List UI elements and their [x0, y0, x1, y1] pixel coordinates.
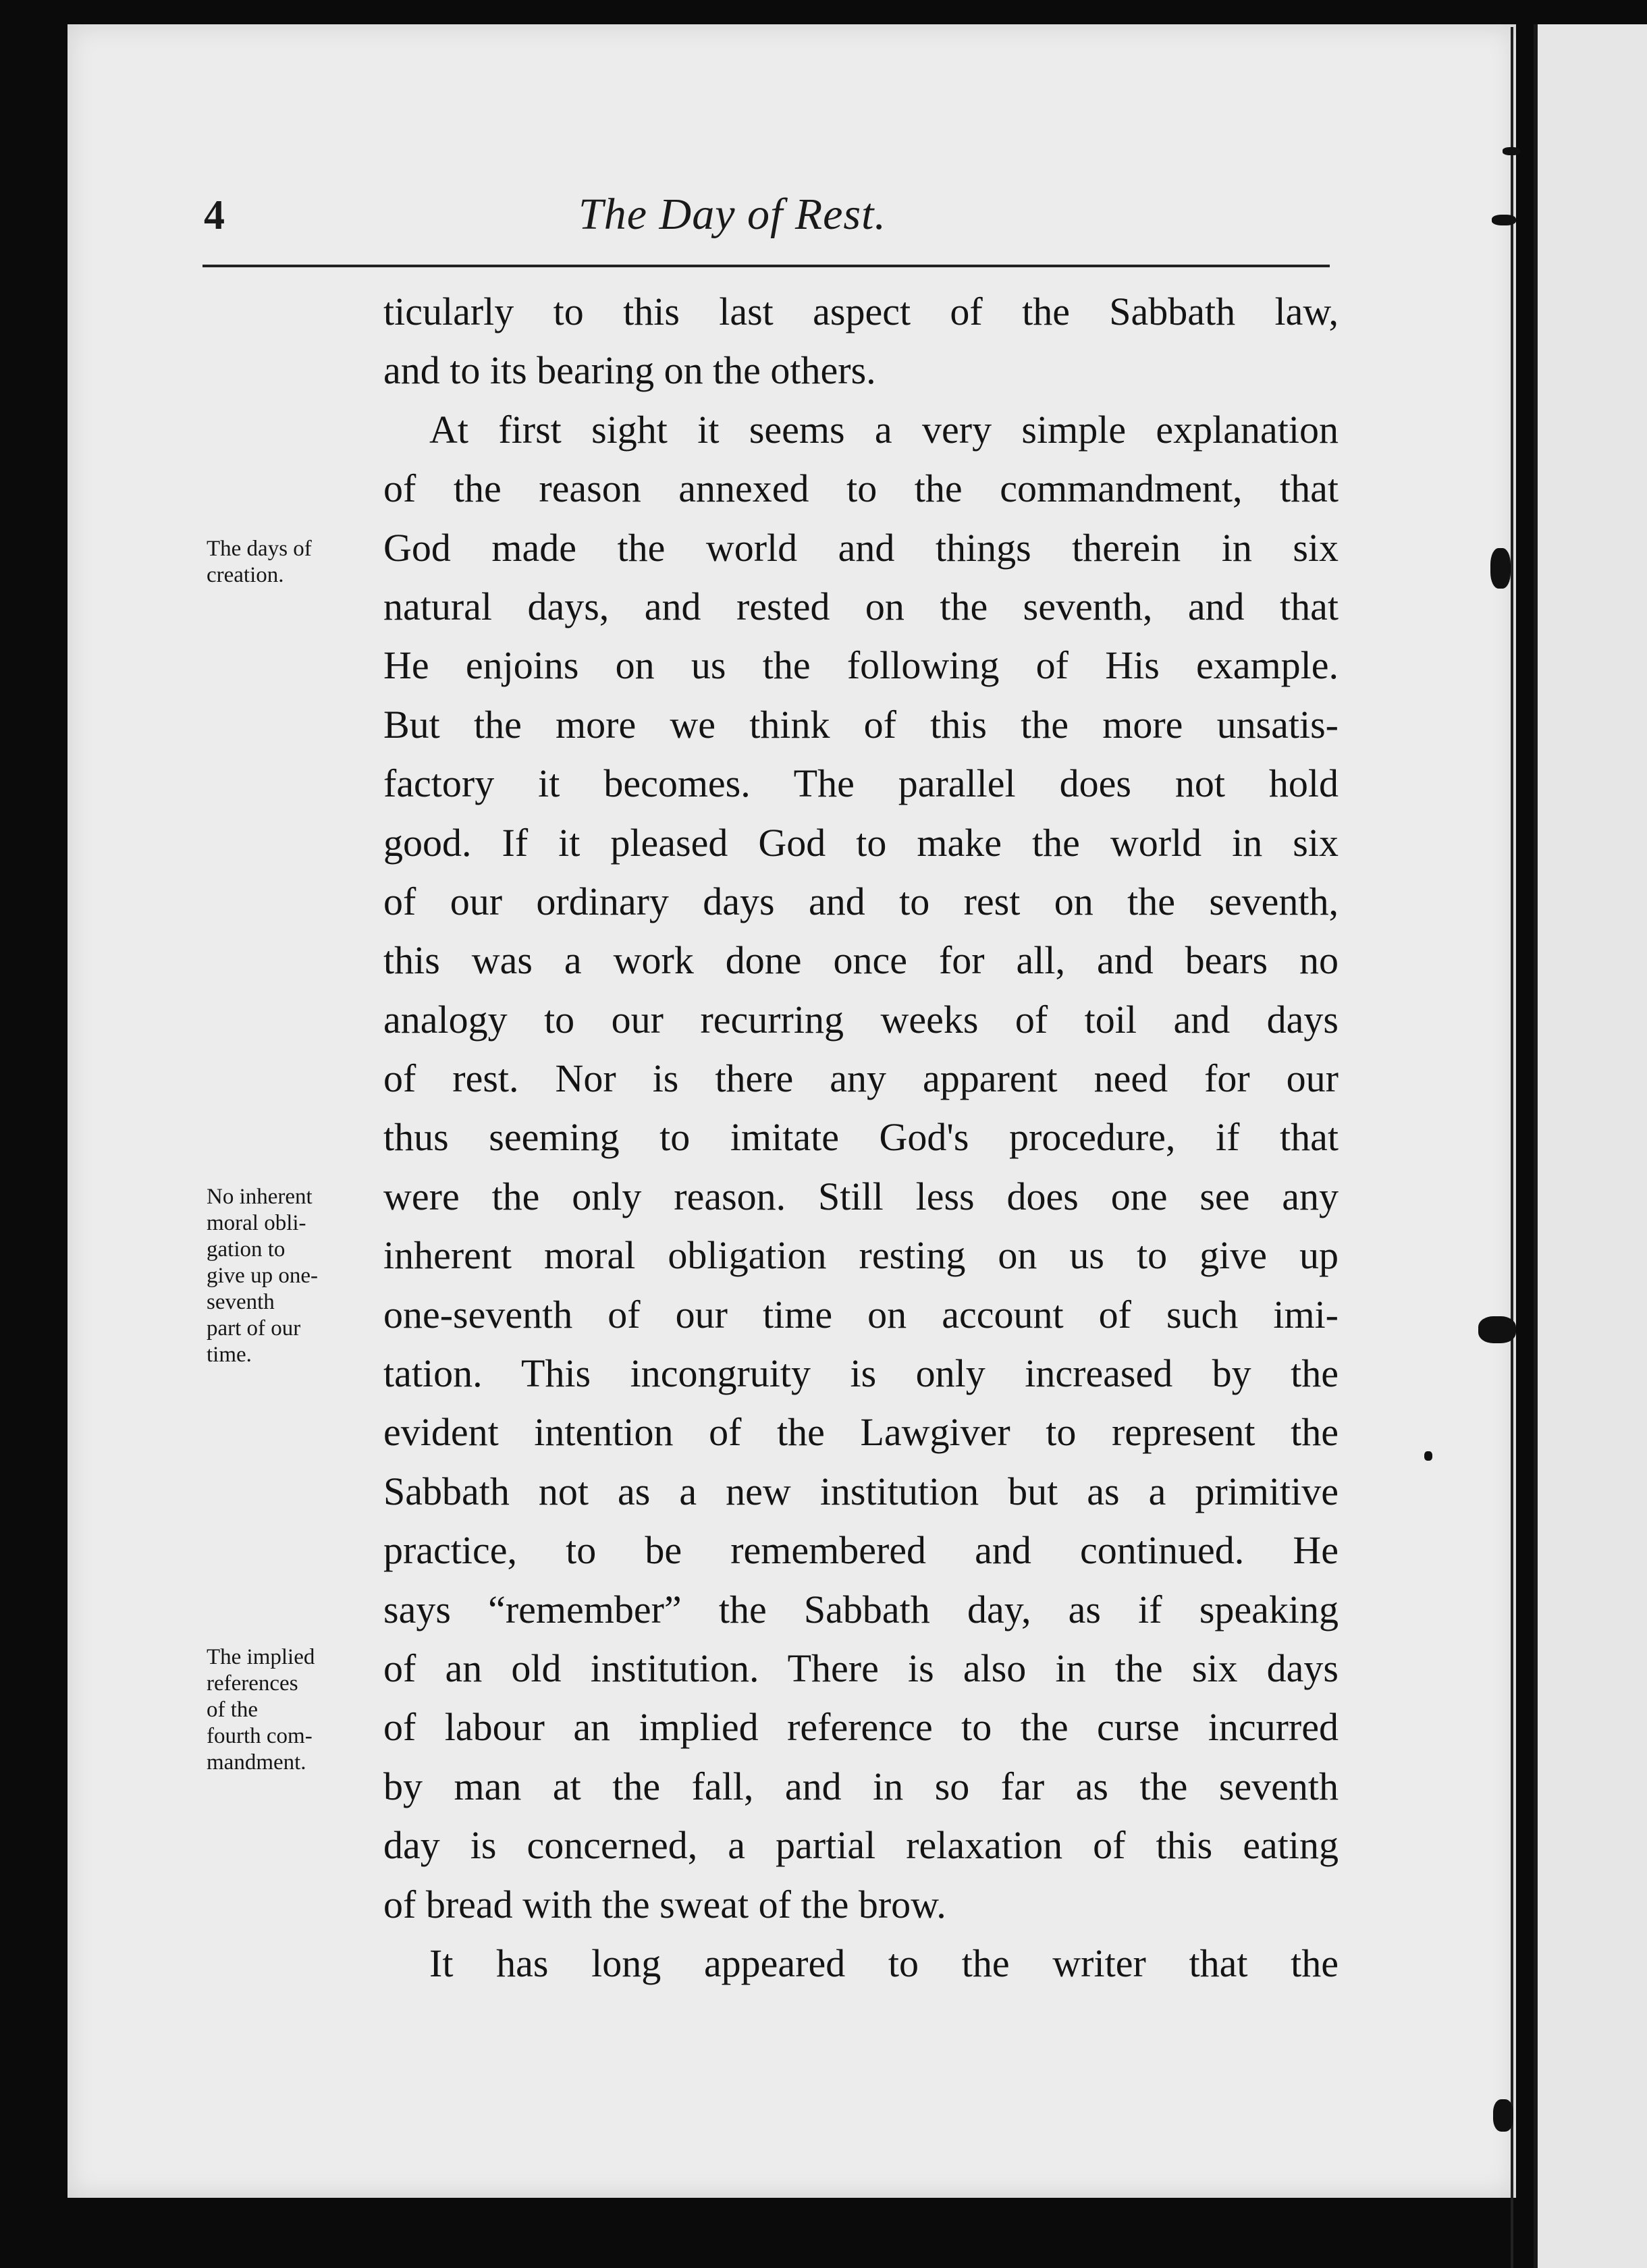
text-line: It has long appeared to the writer that the	[429, 1941, 1339, 1985]
margin-note-moral-obligation	[207, 1184, 382, 1368]
page-title: The Day of Rest.	[578, 190, 886, 239]
text-line: tation. This incongruity is only increased by the	[383, 1351, 1339, 1396]
text-line: of bread with the sweat of the brow.	[383, 1882, 946, 1926]
margin-note-line: moral obli-	[207, 1211, 306, 1235]
ink-mark	[1478, 1316, 1516, 1343]
ink-mark	[1490, 548, 1511, 589]
text-line: ticularly to this last aspect of the Sabbath law,	[383, 290, 1339, 333]
text-line: Sabbath not as a new institution but as a primitive	[383, 1469, 1339, 1513]
ink-mark	[1492, 215, 1516, 225]
margin-note-line: No inherent	[207, 1185, 313, 1209]
margin-note-line: fourth com-	[207, 1724, 313, 1748]
text-line: of rest. Nor is there any apparent need for our	[383, 1056, 1339, 1101]
margin-note-line: The implied	[207, 1645, 315, 1669]
text-line: and to its bearing on the others.	[383, 348, 876, 393]
text-line: evident intention of the Lawgiver to represent the	[383, 1410, 1339, 1455]
text-line: God made the world and things therein in six	[383, 525, 1339, 570]
text-line: of labour an implied reference to the curse incurred	[383, 1705, 1339, 1750]
ink-mark	[1493, 2099, 1513, 2132]
text-line: day is concerned, a partial relaxation of this eating	[383, 1823, 1339, 1868]
text-line: this was a work done once for all, and bears no	[383, 938, 1339, 983]
margin-note-line: gation to	[207, 1237, 286, 1262]
ink-mark	[1503, 147, 1520, 155]
text-line: were the only reason. Still less does one see any	[383, 1174, 1339, 1218]
text-line: natural days, and rested on the seventh, and that	[383, 584, 1339, 628]
running-head	[135, 189, 1330, 256]
text-line: analogy to our recurring weeks of toil and days	[383, 997, 1339, 1042]
text-line: says “remember” the Sabbath day, as if speaking	[383, 1587, 1339, 1631]
margin-note-line: creation.	[207, 563, 284, 587]
text-line: But the more we think of this the more unsatis-	[383, 702, 1339, 747]
text-line: At first sight it seems a very simple explanation	[429, 407, 1339, 452]
page-number: 4	[204, 192, 225, 238]
header-rule	[202, 265, 1330, 267]
text-line: inherent moral obligation resting on us to give up	[383, 1233, 1339, 1278]
margin-note-line: of the	[207, 1698, 259, 1722]
text-line: good. If it pleased God to make the world in six	[383, 820, 1339, 865]
margin-note-line: time.	[207, 1343, 252, 1367]
margin-note-line: part of our	[207, 1316, 301, 1341]
page-binding-edge	[1511, 27, 1513, 2268]
margin-note-line: give up one-	[207, 1264, 318, 1288]
margin-note-line: seventh	[207, 1290, 275, 1314]
text-line: thus seeming to imitate God's procedure, if that	[383, 1115, 1339, 1160]
text-line: of an old institution. There is also in the six days	[383, 1646, 1339, 1690]
text-line: He enjoins on us the following of His example.	[383, 643, 1339, 688]
adjacent-page-edge	[1534, 24, 1647, 2268]
ink-mark	[1424, 1451, 1432, 1461]
margin-note-implied-references	[207, 1644, 382, 1776]
margin-note-line: references	[207, 1671, 298, 1696]
body-text	[383, 282, 1339, 1993]
text-line: by man at the fall, and in so far as the seventh	[383, 1764, 1339, 1808]
text-line: practice, to be remembered and continued. He	[383, 1528, 1339, 1573]
text-line: of our ordinary days and to rest on the seventh,	[383, 879, 1339, 923]
margin-note-line: mandment.	[207, 1750, 306, 1775]
text-line: factory it becomes. The parallel does not hold	[383, 761, 1339, 806]
margin-note-days-of-creation	[207, 536, 382, 589]
text-line: one-seventh of our time on account of such imi-	[383, 1292, 1339, 1336]
text-line: of the reason annexed to the commandment, that	[383, 466, 1339, 511]
margin-note-line: The days of	[207, 537, 312, 561]
